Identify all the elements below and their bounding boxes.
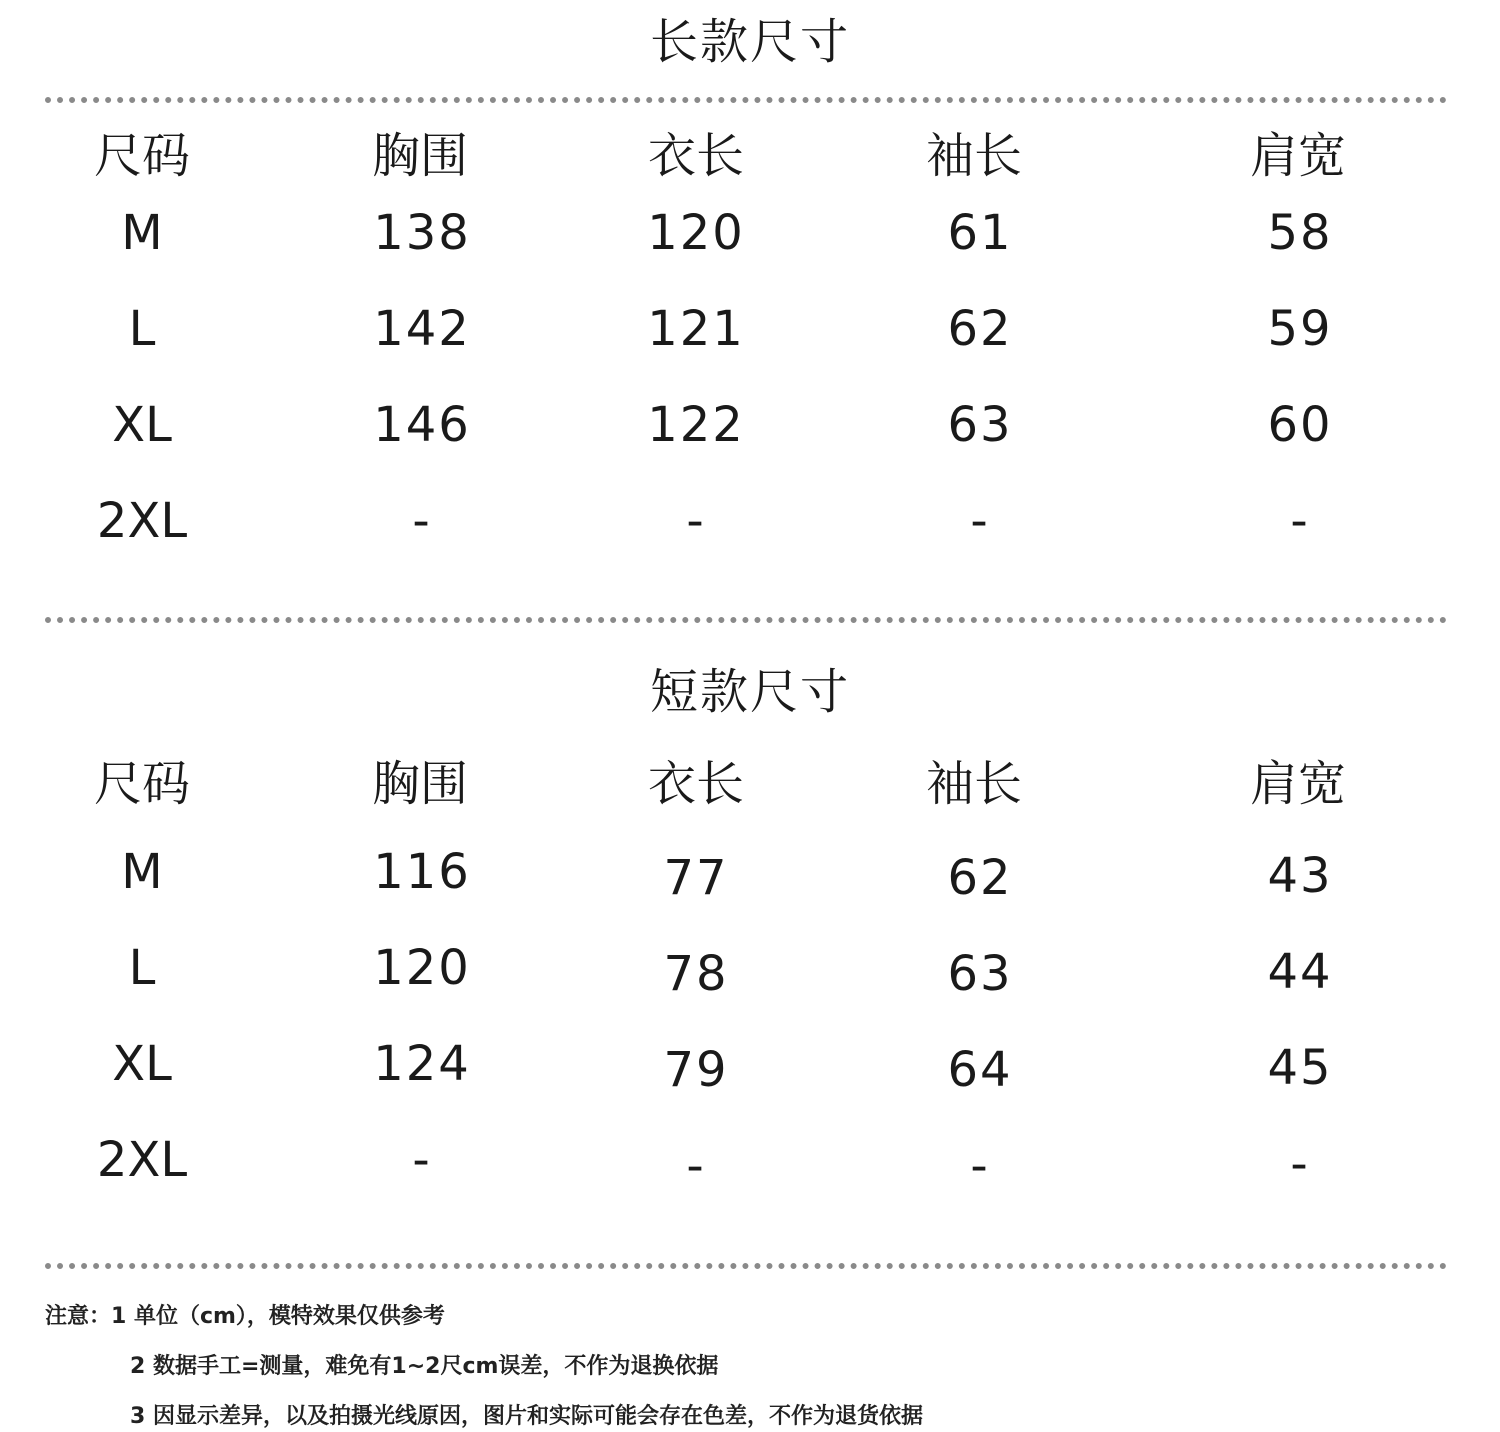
long-row-m-sleeve: 61	[947, 205, 1013, 261]
long-row-l-sleeve: 62	[947, 301, 1013, 357]
divider-middle	[45, 617, 1447, 623]
short-row-m-length: 77	[663, 850, 729, 906]
short-row-xl-sleeve: 64	[947, 1042, 1013, 1098]
long-row-xl-shoulder: 60	[1267, 397, 1333, 453]
short-header-shoulder: 肩宽	[1249, 756, 1346, 812]
long-row-m-chest: 138	[373, 205, 471, 261]
note-line-3: 3 因显示差异，以及拍摄光线原因，图片和实际可能会存在色差，不作为退货依据	[130, 1404, 923, 1429]
short-row-l-size: L	[128, 940, 156, 996]
short-row-2xl-size: 2XL	[96, 1132, 188, 1188]
short-row-m-shoulder: 43	[1267, 848, 1333, 904]
short-row-m-size: M	[121, 844, 163, 900]
long-header-chest: 胸围	[371, 128, 468, 184]
note-line-2: 2 数据手工=测量，难免有1~2尺cm误差，不作为退换依据	[130, 1354, 719, 1379]
short-row-l-chest: 120	[373, 940, 471, 996]
long-row-xl-size: XL	[112, 397, 172, 453]
short-row-l-length: 78	[663, 946, 729, 1002]
short-size-title: 短款尺寸	[649, 664, 850, 720]
short-row-xl-chest: 124	[373, 1036, 471, 1092]
long-header-sleeve: 袖长	[925, 128, 1022, 184]
short-row-l-shoulder: 44	[1267, 944, 1333, 1000]
long-row-m-shoulder: 58	[1267, 205, 1333, 261]
long-size-title: 长款尺寸	[649, 14, 850, 70]
note-line-1: 注意：1 单位（cm），模特效果仅供参考	[45, 1304, 445, 1329]
short-row-xl-shoulder: 45	[1267, 1040, 1333, 1096]
long-row-xl-sleeve: 63	[947, 397, 1013, 453]
long-row-2xl-sleeve: -	[970, 493, 990, 549]
short-row-2xl-length: -	[686, 1138, 706, 1194]
long-header-length: 衣长	[647, 128, 744, 184]
long-header-shoulder: 肩宽	[1249, 128, 1346, 184]
long-row-l-shoulder: 59	[1267, 301, 1333, 357]
long-header-size: 尺码	[93, 128, 190, 184]
long-row-m-length: 120	[647, 205, 745, 261]
long-row-l-length: 121	[647, 301, 745, 357]
long-row-l-chest: 142	[373, 301, 471, 357]
long-row-xl-chest: 146	[373, 397, 471, 453]
short-row-2xl-shoulder: -	[1290, 1136, 1310, 1192]
short-row-xl-size: XL	[112, 1036, 172, 1092]
divider-top	[45, 97, 1447, 103]
short-header-sleeve: 袖长	[925, 756, 1022, 812]
short-row-m-sleeve: 62	[947, 850, 1013, 906]
short-header-size: 尺码	[93, 756, 190, 812]
short-row-xl-length: 79	[663, 1042, 729, 1098]
long-row-m-size: M	[121, 205, 163, 261]
short-row-l-sleeve: 63	[947, 946, 1013, 1002]
long-row-2xl-chest: -	[412, 493, 432, 549]
divider-bottom	[45, 1263, 1447, 1269]
long-row-2xl-size: 2XL	[96, 493, 188, 549]
long-row-2xl-length: -	[686, 493, 706, 549]
long-row-2xl-shoulder: -	[1290, 493, 1310, 549]
long-row-l-size: L	[128, 301, 156, 357]
short-row-m-chest: 116	[373, 844, 471, 900]
long-row-xl-length: 122	[647, 397, 745, 453]
short-header-chest: 胸围	[371, 756, 468, 812]
short-row-2xl-sleeve: -	[970, 1138, 990, 1194]
short-header-length: 衣长	[647, 756, 744, 812]
short-row-2xl-chest: -	[412, 1132, 432, 1188]
